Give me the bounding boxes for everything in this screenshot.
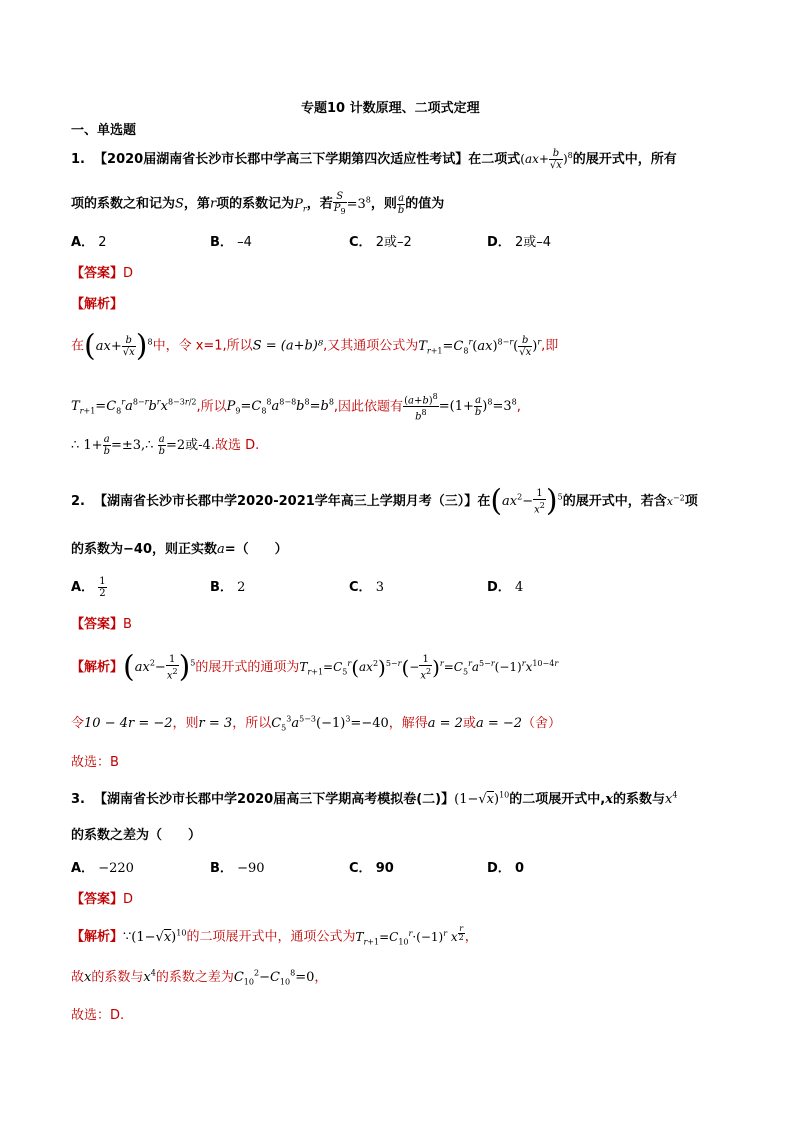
q1-s: S xyxy=(175,196,184,212)
q3-sol-x4: $x^4$ xyxy=(143,968,156,985)
q1-sol-term: $T_{r+1}=C_8^ra^{8-r}b^rx^{8-3r/2}$ xyxy=(71,398,197,416)
q3-because-sign: ∵ xyxy=(123,929,132,945)
q2-solution-line-3: 故选：B xyxy=(71,755,119,770)
q1-text: 的展开式中，所有 xyxy=(572,152,677,167)
q2-answer: 【答案】B xyxy=(71,617,132,632)
q1-sol-text: , xyxy=(516,399,521,415)
q1-ratio: $\frac{a}{b}$ xyxy=(397,192,405,216)
q1-sol-text: ,又其通项公式为 xyxy=(323,338,419,354)
question-3-line-2: 的系数之差为（ ） xyxy=(71,828,202,843)
q2-text: =（ ） xyxy=(224,542,288,557)
q3-text: 的系数与 xyxy=(612,792,665,807)
q2-x-power: $x^{-2}$ xyxy=(666,493,685,509)
q1-pr: $P_r$ xyxy=(294,196,307,214)
q1-text: 在二项式 xyxy=(468,152,521,167)
question-1-source: 【2020届湖南省长沙市长郡中学高三下学期第四次适应性考试】 xyxy=(94,152,469,167)
q2-solution-line-2 xyxy=(71,712,561,733)
question-2-line-1 xyxy=(71,483,698,519)
q1-text: 项的系数记为 xyxy=(216,196,295,212)
q1-solution-line-3 xyxy=(71,434,259,457)
q2-sol-eq: 10 − 4r = −2 xyxy=(84,716,173,731)
question-1-line-1 xyxy=(71,148,677,171)
q1-sol-text: ,因此依题有 xyxy=(333,399,404,415)
q2-sol-text: 令 xyxy=(71,716,85,731)
q3-sol-expr: $(1-√x)^{10}$ xyxy=(131,928,187,945)
q3-option-a[interactable]: A． −220 xyxy=(71,861,134,876)
page-title: 专题10 计数原理、二项式定理 xyxy=(301,101,480,116)
q2-sol-text: （舍） xyxy=(522,716,562,731)
q2-option-d[interactable]: D． 4 xyxy=(487,580,524,595)
q3-sol-text: ， xyxy=(464,929,478,945)
q3-sol-text: 故 xyxy=(71,970,85,985)
q1-sol-s: S = (a+b)⁸ xyxy=(252,338,324,354)
section-heading: 一、单选题 xyxy=(71,123,137,138)
q2-a: a xyxy=(216,542,225,557)
q2-sol-text: ，解得 xyxy=(388,716,428,731)
question-2-number: 2. xyxy=(71,494,85,510)
q1-text: ，则 xyxy=(370,196,397,212)
q3-option-d[interactable]: D． 0 xyxy=(487,861,524,876)
q1-text: ，第 xyxy=(183,196,210,212)
question-1-line-2 xyxy=(71,191,444,217)
q1-sol-equation: $\frac{(a+b)^8}{b^8}$ =(1+ $\frac{a}{b}$ )$^8=3^8$ xyxy=(404,392,517,423)
q2-sol-text: ，所以 xyxy=(232,716,272,731)
q1-sol-expr: (ax+ $\frac{b}{√x}$ )$^8$ xyxy=(84,328,153,363)
q1-answer: 【答案】D xyxy=(71,266,134,281)
q3-x: x xyxy=(605,792,613,807)
q1-text: 的值为 xyxy=(405,196,445,212)
q1-sol-text: 在 xyxy=(71,338,85,354)
q3-sol-general-term: $T_{r+1}=C_{10}^r\cdot(-1)^r$ x $^{\frac{r}{2}}$ xyxy=(355,924,464,946)
question-2-line-2 xyxy=(71,538,288,557)
question-1-number: 1. xyxy=(71,152,85,167)
q2-text: 项 xyxy=(684,494,698,510)
q2-option-b[interactable]: B． 2 xyxy=(210,580,246,595)
q1-solution-line-1 xyxy=(71,328,559,363)
q3-option-c[interactable]: C． 90 xyxy=(349,861,394,876)
q3-solution-line-2 xyxy=(71,966,327,987)
q2-text: 的系数为−40，则正实数 xyxy=(71,542,217,557)
q1-r: r xyxy=(209,196,217,212)
q1-condition: $\frac{S}{P_9}$ $=3^8$ xyxy=(333,191,371,216)
q3-x4: $x^4$ xyxy=(665,790,678,807)
q1-sol-p9: $P_9=C_8^8a^{8-8}b^8=b^8$ xyxy=(226,398,334,416)
q1-solution-line-2 xyxy=(71,391,521,423)
q2-sol-text: 或 xyxy=(462,716,476,731)
q3-option-b[interactable]: B． −90 xyxy=(210,861,265,876)
q1-text: ，若 xyxy=(306,196,333,212)
q2-option-c[interactable]: C． 3 xyxy=(349,580,384,595)
q1-sol-text: 中，令 x=1,所以 xyxy=(152,338,253,354)
q3-answer: 【答案】D xyxy=(71,892,134,907)
q3-sol-difference: $C_{10}^2-C_{10}^8=0$ xyxy=(233,968,315,987)
q3-sol-text: 的系数与 xyxy=(91,970,144,985)
q1-option-c[interactable]: C． 2或–2 xyxy=(349,235,412,250)
question-3-source: 【湖南省长沙市长郡中学2020届高三下学期高考模拟卷(二)】 xyxy=(94,792,455,807)
q1-sol-general-term: $T_{r+1}=C_8^r(ax)^{8-r}$( $\frac{b}{√x}$ )$^r$ xyxy=(418,334,542,358)
q1-sol-result: ∴ 1+ $\frac{a}{b}$ =±3,∴ $\frac{a}{b}$ =2或-4 xyxy=(71,434,211,457)
q2-option-a[interactable]: A． $\frac{1}{2}$ xyxy=(71,576,106,599)
q3-sol-x: x xyxy=(84,970,92,985)
q3-solution-line-1: 【解析】$\because(1-√x)^{10}$的二项展开式中，通项公式为$T_{r+1}=C_{10}^r\cdot(-1)^r$ x $^{\frac{r}{2}}$ ， xyxy=(71,924,478,946)
q2-sol-coefficient: $C_5^3a^{5-3}(-1)^3=-40$ xyxy=(271,714,389,733)
q2-text: 的展开式中，若含 xyxy=(562,494,667,510)
q2-sol-expr: ($ax^2-$ $\frac{1}{x^2}$ )$^5$ xyxy=(123,649,196,685)
question-2-source: 【湖南省长沙市长郡中学2020-2021学年高三上学期月考（三）】 xyxy=(94,494,478,510)
q2-sol-general-term: $T_{r+1}=C_5^r(ax^2)^{5-r}(-$ $\frac{1}{x^2}$ )$^r=C_5^ra^{5-r}(-1)^rx^{10-4r}$ xyxy=(299,654,559,682)
q2-sol-a2: a = −2 xyxy=(475,716,523,731)
q2-sol-a1: a = 2 xyxy=(427,716,463,731)
q3-sol-text: 的二项展开式中，通项公式为 xyxy=(186,929,356,945)
q2-solution-line-1: 【解析】($ax^2-$ $\frac{1}{x^2}$ )$^5$的展开式的通项为$T_{r+1}=C_5^r(ax^2)^{5-r}(-$ $\frac{1}{x^2}$ )$^r=C_5^ra^{5-r}(-1)^rx^{10-4r}$ xyxy=(71,649,559,685)
q2-expression: ($ax^2-$ $\frac{1}{x^2}$ )$^5$ xyxy=(490,483,563,519)
q3-solution-line-3: 故选：D. xyxy=(71,1008,125,1023)
q2-sol-text: 的展开式的通项为 xyxy=(195,660,300,676)
question-3-number: 3. xyxy=(71,792,85,807)
q2-sol-r: r = 3 xyxy=(198,716,233,731)
q1-analysis-label: 【解析】 xyxy=(71,297,124,312)
q1-option-a[interactable]: A． 2 xyxy=(71,235,107,250)
q3-expression: $(1-√x)^{10}$ xyxy=(454,790,510,807)
question-3-line-1 xyxy=(71,788,677,807)
q3-sol-text: ， xyxy=(314,970,328,985)
q1-option-b[interactable]: B． –4 xyxy=(210,235,252,250)
q3-text: 的二项展开式中, xyxy=(509,792,606,807)
q1-expression: (ax+ $\frac{b}{√x}$ )$^8$ xyxy=(520,148,573,171)
q1-sol-text: ,所以 xyxy=(196,399,227,415)
q2-text: 在 xyxy=(477,494,491,510)
q2-sol-text: ，则 xyxy=(172,716,199,731)
q1-option-d[interactable]: D． 2或–4 xyxy=(487,235,551,250)
q1-sol-text: ,即 xyxy=(541,338,559,354)
q1-sol-text: .故选 D. xyxy=(210,438,260,453)
q1-text: 项的系数之和记为 xyxy=(71,196,176,212)
q3-sol-text: 的系数之差为 xyxy=(155,970,234,985)
